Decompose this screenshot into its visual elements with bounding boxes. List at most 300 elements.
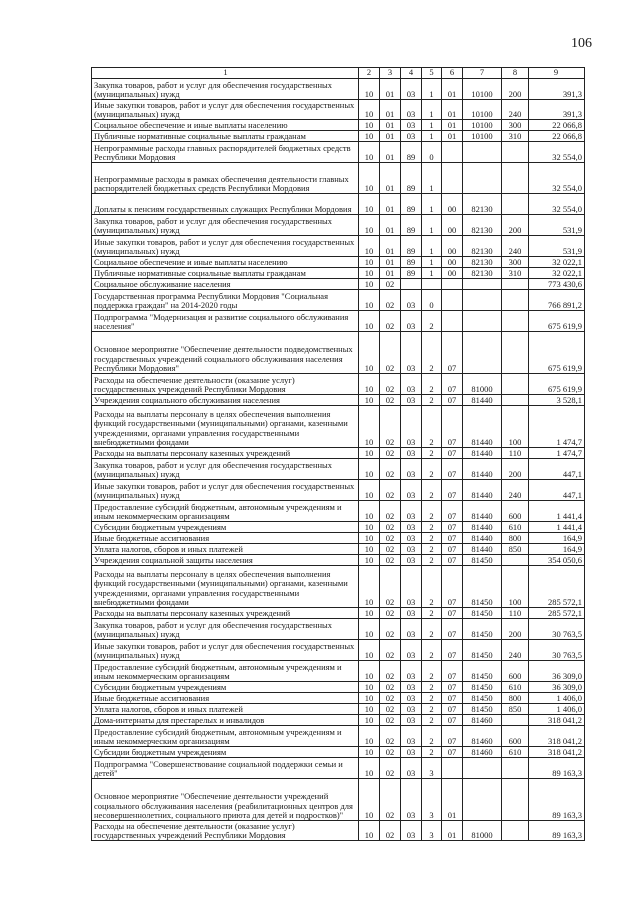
- cell-subprogram: 2: [422, 640, 442, 661]
- cell-section: 10: [359, 257, 380, 268]
- cell-subsection: 02: [380, 726, 401, 747]
- cell-name: Учреждения социального обслуживания населения: [92, 395, 359, 406]
- cell-expense-type: 110: [502, 608, 529, 619]
- cell-subprogram: 5: [422, 68, 442, 79]
- cell-program: 03: [401, 726, 422, 747]
- cell-subsection: 02: [380, 821, 401, 841]
- cell-event: 07: [442, 544, 463, 555]
- cell-section: 10: [359, 522, 380, 533]
- cell-program: [401, 279, 422, 290]
- cell-name: Закупка товаров, работ и услуг для обеспечения государственных (муниципальных) нужд: [92, 215, 359, 236]
- cell-subsection: 02: [380, 758, 401, 779]
- cell-amount: 32 554,0: [529, 194, 585, 215]
- table-row: [92, 406, 585, 448]
- cell-expense-type: 850: [502, 544, 529, 555]
- table-row: [92, 747, 585, 758]
- cell-subsection: 02: [380, 406, 401, 448]
- cell-program: 03: [401, 374, 422, 395]
- cell-name: Иные закупки товаров, работ и услуг для обеспечения государственных (муниципальных) нужд: [92, 480, 359, 501]
- cell-program: 03: [401, 395, 422, 406]
- cell-section: 10: [359, 821, 380, 841]
- cell-name: Основное мероприятие "Обеспечение деятельности подведомственных государственных учреждений социального обслуживания населения Республики Мордовия": [92, 332, 359, 374]
- cell-subprogram: 2: [422, 619, 442, 640]
- cell-direction: 10100: [463, 131, 502, 142]
- cell-expense-type: [502, 821, 529, 841]
- cell-event: 01: [442, 79, 463, 100]
- cell-amount: 447,1: [529, 480, 585, 501]
- table-row: [92, 163, 585, 194]
- table-row: [92, 522, 585, 533]
- cell-program: 03: [401, 501, 422, 522]
- cell-event: 07: [442, 374, 463, 395]
- cell-event: 07: [442, 566, 463, 608]
- cell-name: Расходы на выплаты персоналу в целях обеспечения выполнения функций государственными (муниципальными) органами, казенными учреждениями, органами управления государственными внебюджетными фондами: [92, 566, 359, 608]
- cell-direction: 81440: [463, 459, 502, 480]
- cell-expense-type: 310: [502, 131, 529, 142]
- cell-program: 03: [401, 704, 422, 715]
- table-row: [92, 100, 585, 120]
- cell-event: [442, 311, 463, 332]
- cell-section: 10: [359, 395, 380, 406]
- cell-subprogram: 2: [422, 522, 442, 533]
- cell-subprogram: 2: [422, 480, 442, 501]
- cell-event: 07: [442, 747, 463, 758]
- table-row: [92, 566, 585, 608]
- cell-subsection: 3: [380, 68, 401, 79]
- cell-subprogram: 2: [422, 555, 442, 566]
- table-row: [92, 120, 585, 131]
- cell-section: 10: [359, 747, 380, 758]
- cell-amount: 22 066,8: [529, 120, 585, 131]
- table-header-row: [92, 68, 585, 79]
- cell-subsection: 01: [380, 268, 401, 279]
- cell-amount: 318 041,2: [529, 715, 585, 726]
- cell-expense-type: [502, 555, 529, 566]
- cell-event: 07: [442, 448, 463, 459]
- cell-name: Расходы на обеспечение деятельности (оказание услуг) государственных учреждений Республики Мордовия: [92, 821, 359, 841]
- cell-amount: 89 163,3: [529, 779, 585, 821]
- cell-name: Предоставление субсидий бюджетным, автономным учреждениям и иным некоммерческим организациям: [92, 726, 359, 747]
- cell-subprogram: 1: [422, 257, 442, 268]
- cell-section: 10: [359, 608, 380, 619]
- cell-section: 10: [359, 236, 380, 257]
- table-row: [92, 279, 585, 290]
- cell-subprogram: 2: [422, 544, 442, 555]
- cell-amount: 1 474,7: [529, 406, 585, 448]
- cell-expense-type: 100: [502, 566, 529, 608]
- cell-expense-type: 200: [502, 459, 529, 480]
- cell-expense-type: 850: [502, 704, 529, 715]
- cell-name: Иные бюджетные ассигнования: [92, 693, 359, 704]
- cell-direction: 81450: [463, 661, 502, 682]
- cell-name: Подпрограмма "Совершенствование социальной поддержки семьи и детей": [92, 758, 359, 779]
- cell-amount: 675 619,9: [529, 374, 585, 395]
- cell-program: 03: [401, 544, 422, 555]
- cell-direction: 81440: [463, 501, 502, 522]
- cell-event: 07: [442, 608, 463, 619]
- cell-subprogram: 1: [422, 215, 442, 236]
- table-row: [92, 142, 585, 163]
- cell-event: 07: [442, 395, 463, 406]
- table-row: [92, 544, 585, 555]
- table-row: [92, 640, 585, 661]
- table-row: [92, 215, 585, 236]
- cell-subsection: 02: [380, 640, 401, 661]
- cell-program: 03: [401, 555, 422, 566]
- table-row: [92, 480, 585, 501]
- cell-program: 03: [401, 131, 422, 142]
- cell-section: 10: [359, 279, 380, 290]
- cell-subprogram: 1: [422, 131, 442, 142]
- cell-direction: 81000: [463, 374, 502, 395]
- cell-program: 03: [401, 100, 422, 120]
- cell-subsection: 02: [380, 682, 401, 693]
- cell-event: [442, 163, 463, 194]
- cell-name: Субсидии бюджетным учреждениям: [92, 747, 359, 758]
- cell-name: Подпрограмма "Модернизация и развитие социального обслуживания населения": [92, 311, 359, 332]
- cell-program: 03: [401, 715, 422, 726]
- cell-amount: 318 041,2: [529, 747, 585, 758]
- cell-amount: 36 309,0: [529, 661, 585, 682]
- cell-direction: 81460: [463, 747, 502, 758]
- cell-expense-type: 800: [502, 533, 529, 544]
- cell-direction: 82130: [463, 194, 502, 215]
- cell-program: 89: [401, 257, 422, 268]
- table-row: [92, 131, 585, 142]
- cell-event: 00: [442, 236, 463, 257]
- cell-expense-type: [502, 290, 529, 311]
- cell-event: 01: [442, 120, 463, 131]
- cell-direction: [463, 779, 502, 821]
- table-row: [92, 661, 585, 682]
- cell-section: 10: [359, 480, 380, 501]
- cell-program: 03: [401, 661, 422, 682]
- cell-event: 00: [442, 268, 463, 279]
- cell-subprogram: 3: [422, 758, 442, 779]
- table-row: [92, 693, 585, 704]
- cell-amount: 89 163,3: [529, 758, 585, 779]
- cell-name: Публичные нормативные социальные выплаты гражданам: [92, 268, 359, 279]
- cell-section: 10: [359, 268, 380, 279]
- cell-direction: 81450: [463, 704, 502, 715]
- cell-event: [442, 290, 463, 311]
- cell-expense-type: 200: [502, 79, 529, 100]
- cell-event: 07: [442, 682, 463, 693]
- cell-direction: 82130: [463, 215, 502, 236]
- cell-amount: 32 554,0: [529, 142, 585, 163]
- cell-event: 07: [442, 619, 463, 640]
- cell-name: Расходы на выплаты персоналу казенных учреждений: [92, 608, 359, 619]
- cell-program: 03: [401, 682, 422, 693]
- cell-section: 10: [359, 459, 380, 480]
- cell-subsection: 02: [380, 619, 401, 640]
- cell-expense-type: [502, 194, 529, 215]
- cell-expense-type: [502, 279, 529, 290]
- cell-subprogram: 1: [422, 100, 442, 120]
- cell-name: Предоставление субсидий бюджетным, автономным учреждениям и иным некоммерческим организациям: [92, 501, 359, 522]
- cell-amount: 285 572,1: [529, 566, 585, 608]
- cell-direction: [463, 758, 502, 779]
- cell-name: Учреждения социальной защиты населения: [92, 555, 359, 566]
- cell-amount: 531,9: [529, 236, 585, 257]
- cell-name: Расходы на обеспечение деятельности (оказание услуг) государственных учреждений Республики Мордовия: [92, 374, 359, 395]
- cell-amount: 531,9: [529, 215, 585, 236]
- cell-program: 89: [401, 194, 422, 215]
- cell-expense-type: [502, 163, 529, 194]
- cell-direction: [463, 290, 502, 311]
- cell-subsection: 02: [380, 374, 401, 395]
- table-row: [92, 682, 585, 693]
- cell-program: 89: [401, 142, 422, 163]
- cell-direction: 81450: [463, 555, 502, 566]
- cell-direction: [463, 332, 502, 374]
- cell-subprogram: 0: [422, 142, 442, 163]
- cell-name: Иные закупки товаров, работ и услуг для обеспечения государственных (муниципальных) нужд: [92, 640, 359, 661]
- cell-section: 10: [359, 120, 380, 131]
- cell-subsection: 02: [380, 395, 401, 406]
- cell-subsection: 02: [380, 522, 401, 533]
- cell-subprogram: 2: [422, 501, 442, 522]
- cell-direction: 81440: [463, 395, 502, 406]
- cell-program: 03: [401, 533, 422, 544]
- cell-expense-type: 610: [502, 522, 529, 533]
- cell-event: 07: [442, 715, 463, 726]
- cell-name: Публичные нормативные социальные выплаты гражданам: [92, 131, 359, 142]
- cell-amount: 1 474,7: [529, 448, 585, 459]
- table-row: [92, 533, 585, 544]
- cell-program: 03: [401, 758, 422, 779]
- cell-event: 07: [442, 522, 463, 533]
- cell-direction: 10100: [463, 79, 502, 100]
- cell-direction: 81440: [463, 406, 502, 448]
- table-row: [92, 821, 585, 841]
- table-row: [92, 448, 585, 459]
- budget-table: [91, 67, 585, 841]
- cell-section: 10: [359, 194, 380, 215]
- cell-subsection: 01: [380, 236, 401, 257]
- cell-name: Иные бюджетные ассигнования: [92, 533, 359, 544]
- cell-section: 10: [359, 640, 380, 661]
- cell-amount: 1 406,0: [529, 704, 585, 715]
- cell-subprogram: 2: [422, 448, 442, 459]
- cell-subsection: 01: [380, 120, 401, 131]
- cell-subprogram: 2: [422, 608, 442, 619]
- cell-section: 2: [359, 68, 380, 79]
- cell-event: 07: [442, 555, 463, 566]
- cell-name: Субсидии бюджетным учреждениям: [92, 522, 359, 533]
- table-row: [92, 758, 585, 779]
- cell-name: Иные закупки товаров, работ и услуг для обеспечения государственных (муниципальных) нужд: [92, 100, 359, 120]
- cell-amount: 164,9: [529, 533, 585, 544]
- cell-direction: 81000: [463, 821, 502, 841]
- cell-subprogram: 2: [422, 682, 442, 693]
- cell-direction: [463, 142, 502, 163]
- cell-name: Непрограммные расходы главных распорядителей бюджетных средств Республики Мордовия: [92, 142, 359, 163]
- cell-subsection: 02: [380, 459, 401, 480]
- cell-event: 07: [442, 406, 463, 448]
- cell-direction: 81440: [463, 533, 502, 544]
- cell-section: 10: [359, 704, 380, 715]
- cell-amount: 354 050,6: [529, 555, 585, 566]
- table-row: [92, 395, 585, 406]
- table-row: [92, 290, 585, 311]
- cell-name: Расходы на выплаты персоналу казенных учреждений: [92, 448, 359, 459]
- cell-event: [442, 279, 463, 290]
- cell-section: 10: [359, 779, 380, 821]
- cell-subprogram: 2: [422, 406, 442, 448]
- cell-section: 10: [359, 448, 380, 459]
- page-number: 106: [571, 36, 592, 51]
- cell-expense-type: [502, 395, 529, 406]
- cell-subsection: 02: [380, 566, 401, 608]
- cell-subsection: 01: [380, 257, 401, 268]
- cell-subsection: 02: [380, 608, 401, 619]
- cell-subprogram: 2: [422, 566, 442, 608]
- table-row: [92, 715, 585, 726]
- cell-direction: 81460: [463, 715, 502, 726]
- cell-expense-type: 8: [502, 68, 529, 79]
- cell-event: 07: [442, 501, 463, 522]
- cell-subprogram: 2: [422, 726, 442, 747]
- table-row: [92, 704, 585, 715]
- cell-direction: 81440: [463, 544, 502, 555]
- cell-section: 10: [359, 619, 380, 640]
- cell-subsection: 01: [380, 163, 401, 194]
- cell-name: Предоставление субсидий бюджетным, автономным учреждениям и иным некоммерческим организациям: [92, 661, 359, 682]
- cell-amount: 675 619,9: [529, 332, 585, 374]
- cell-direction: 81450: [463, 693, 502, 704]
- cell-subprogram: 1: [422, 236, 442, 257]
- cell-name: Социальное обеспечение и иные выплаты населению: [92, 120, 359, 131]
- cell-section: 10: [359, 131, 380, 142]
- cell-direction: 10100: [463, 100, 502, 120]
- cell-amount: 164,9: [529, 544, 585, 555]
- cell-subsection: 01: [380, 131, 401, 142]
- cell-section: 10: [359, 374, 380, 395]
- cell-expense-type: [502, 332, 529, 374]
- cell-name: Закупка товаров, работ и услуг для обеспечения государственных (муниципальных) нужд: [92, 619, 359, 640]
- table-row: [92, 236, 585, 257]
- cell-name: Уплата налогов, сборов и иных платежей: [92, 544, 359, 555]
- cell-subprogram: 2: [422, 661, 442, 682]
- cell-section: 10: [359, 693, 380, 704]
- cell-event: 01: [442, 100, 463, 120]
- cell-program: 03: [401, 406, 422, 448]
- cell-subsection: 02: [380, 332, 401, 374]
- cell-direction: 81440: [463, 480, 502, 501]
- cell-direction: 82130: [463, 268, 502, 279]
- cell-event: 00: [442, 215, 463, 236]
- cell-amount: 22 066,8: [529, 131, 585, 142]
- table-row: [92, 79, 585, 100]
- cell-name: 1: [92, 68, 359, 79]
- cell-amount: 1 406,0: [529, 693, 585, 704]
- cell-direction: 81440: [463, 522, 502, 533]
- cell-direction: 82130: [463, 236, 502, 257]
- cell-program: 03: [401, 821, 422, 841]
- cell-event: [442, 142, 463, 163]
- cell-program: 03: [401, 619, 422, 640]
- cell-event: 07: [442, 332, 463, 374]
- cell-subsection: 02: [380, 501, 401, 522]
- cell-program: 89: [401, 215, 422, 236]
- cell-expense-type: 200: [502, 619, 529, 640]
- cell-expense-type: 100: [502, 406, 529, 448]
- cell-name: Расходы на выплаты персоналу в целях обеспечения выполнения функций государственными (муниципальными) органами, казенными учреждениями, органами управления государственными внебюджетными фондами: [92, 406, 359, 448]
- cell-subprogram: 2: [422, 332, 442, 374]
- cell-amount: 36 309,0: [529, 682, 585, 693]
- cell-subsection: 02: [380, 693, 401, 704]
- table-row: [92, 501, 585, 522]
- cell-subsection: 01: [380, 100, 401, 120]
- cell-subprogram: 1: [422, 194, 442, 215]
- cell-name: Социальное обслуживание населения: [92, 279, 359, 290]
- cell-expense-type: 240: [502, 236, 529, 257]
- cell-subsection: 02: [380, 747, 401, 758]
- cell-expense-type: 240: [502, 480, 529, 501]
- table-row: [92, 555, 585, 566]
- cell-expense-type: 300: [502, 120, 529, 131]
- cell-amount: 766 891,2: [529, 290, 585, 311]
- cell-direction: 81450: [463, 608, 502, 619]
- cell-subsection: 02: [380, 555, 401, 566]
- cell-event: [442, 758, 463, 779]
- cell-name: Доплаты к пенсиям государственных служащих Республики Мордовия: [92, 194, 359, 215]
- cell-event: 07: [442, 533, 463, 544]
- cell-name: Государственная программа Республики Мордовия "Социальная поддержка граждан" на 2014-2020 годы: [92, 290, 359, 311]
- cell-program: 03: [401, 566, 422, 608]
- cell-subsection: 02: [380, 311, 401, 332]
- cell-subprogram: 3: [422, 821, 442, 841]
- cell-direction: [463, 311, 502, 332]
- cell-section: 10: [359, 501, 380, 522]
- cell-section: 10: [359, 142, 380, 163]
- cell-name: Закупка товаров, работ и услуг для обеспечения государственных (муниципальных) нужд: [92, 459, 359, 480]
- cell-event: 01: [442, 821, 463, 841]
- cell-program: 03: [401, 79, 422, 100]
- cell-program: 03: [401, 290, 422, 311]
- table-row: [92, 726, 585, 747]
- cell-name: Дома-интернаты для престарелых и инвалидов: [92, 715, 359, 726]
- table-row: [92, 257, 585, 268]
- cell-subsection: 02: [380, 480, 401, 501]
- table-row: [92, 194, 585, 215]
- cell-program: 03: [401, 120, 422, 131]
- cell-program: 03: [401, 480, 422, 501]
- cell-section: 10: [359, 163, 380, 194]
- cell-direction: 82130: [463, 257, 502, 268]
- cell-section: 10: [359, 100, 380, 120]
- cell-section: 10: [359, 566, 380, 608]
- cell-expense-type: [502, 311, 529, 332]
- cell-subprogram: 2: [422, 693, 442, 704]
- cell-expense-type: [502, 374, 529, 395]
- cell-amount: 9: [529, 68, 585, 79]
- cell-expense-type: 600: [502, 726, 529, 747]
- cell-subprogram: 2: [422, 311, 442, 332]
- cell-subprogram: 2: [422, 533, 442, 544]
- cell-expense-type: 240: [502, 100, 529, 120]
- table-row: [92, 311, 585, 332]
- cell-event: 07: [442, 704, 463, 715]
- cell-event: 07: [442, 693, 463, 704]
- cell-section: 10: [359, 715, 380, 726]
- cell-amount: 318 041,2: [529, 726, 585, 747]
- cell-subprogram: 2: [422, 374, 442, 395]
- cell-subsection: 02: [380, 544, 401, 555]
- cell-subprogram: 2: [422, 715, 442, 726]
- cell-program: 03: [401, 448, 422, 459]
